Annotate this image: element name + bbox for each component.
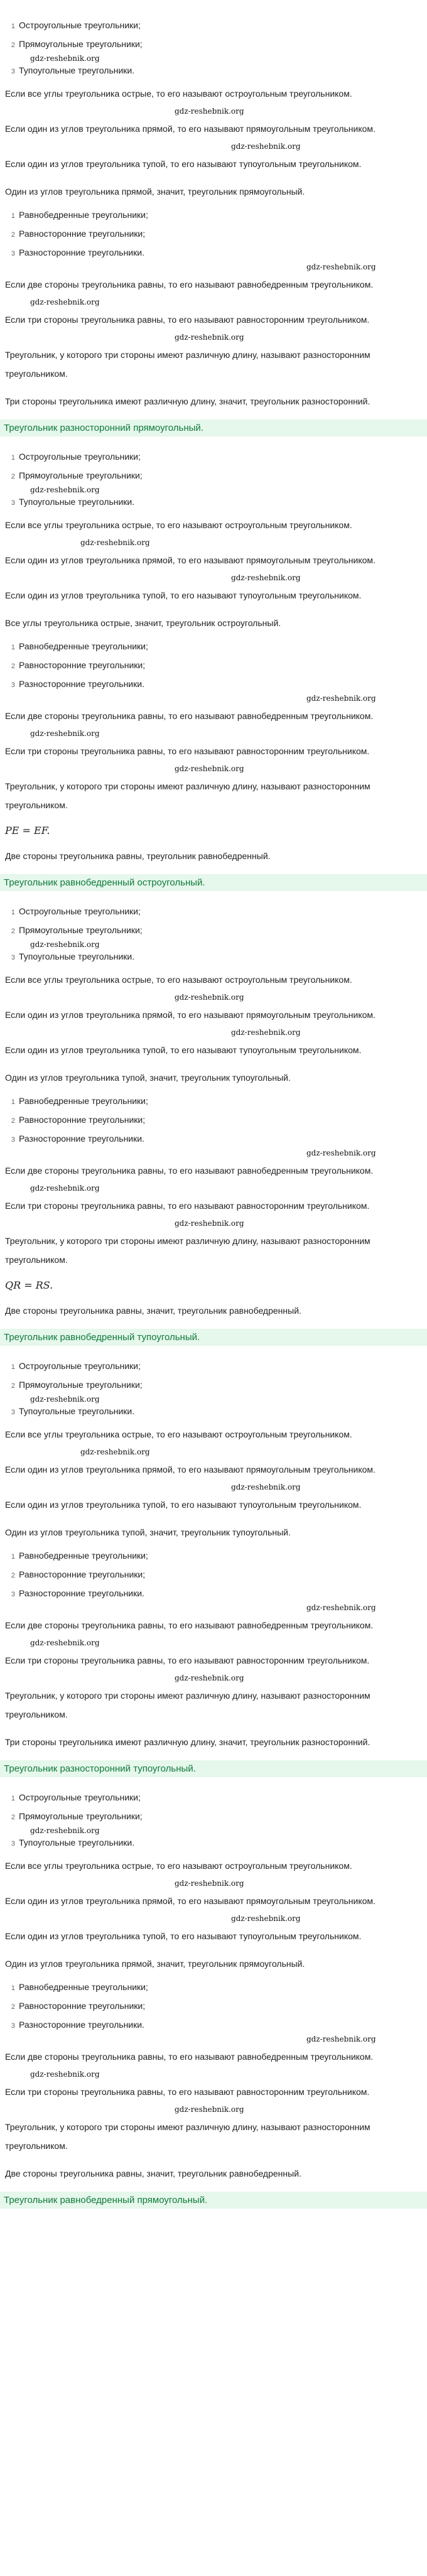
- list-number: 2: [11, 1814, 15, 1821]
- definition-acute: Если все углы треугольника острые, то его называют остроугольным треугольником.: [5, 975, 352, 985]
- list-number: 3: [11, 1840, 15, 1848]
- list-item-text: Тупоугольные треугольники.: [19, 1837, 135, 1848]
- watermark: gdz-reshebnik.org: [30, 1395, 100, 1404]
- definition-acute: Если все углы треугольника острые, то его называют остроугольным треугольником.: [5, 89, 352, 99]
- list-item-text: Остроугольные треугольники;: [19, 1361, 141, 1371]
- list-item-text: Равнобедренные треугольники;: [19, 1096, 148, 1106]
- definition-equilateral: Если три стороны треугольника равны, то его называют равносторонним треугольником.: [5, 2087, 370, 2097]
- list-number: 2: [11, 663, 15, 670]
- list-item: [5, 641, 422, 651]
- list-item: [5, 1406, 422, 1416]
- list-item: [5, 1811, 422, 1821]
- list-item-text: Остроугольные треугольники;: [19, 1792, 141, 1802]
- list-item: [5, 1588, 422, 1598]
- watermark: gdz-reshebnik.org: [231, 1028, 301, 1037]
- answer-box: Треугольник равнобедренный тупоугольный.: [0, 1329, 427, 1346]
- angle-conclusion: Один из углов треугольника тупой, значит, треугольник тупоугольный.: [5, 1073, 291, 1083]
- watermark: gdz-reshebnik.org: [30, 2070, 100, 2079]
- list-item-text: Равнобедренные треугольники;: [19, 210, 148, 220]
- list-item-text: Равнобедренные треугольники;: [19, 1550, 148, 1561]
- watermark: gdz-reshebnik.org: [30, 940, 100, 949]
- list-item-text: Прямоугольные треугольники;: [19, 1811, 143, 1821]
- definition-obtuse: Если один из углов треугольника тупой, то его называют тупоугольным треугольником.: [5, 1045, 362, 1055]
- list-number: 3: [11, 2022, 15, 2030]
- list-item-text: Разносторонние треугольники.: [19, 1134, 144, 1144]
- list-item: [5, 1115, 422, 1125]
- definition-obtuse: Если один из углов треугольника тупой, то его называют тупоугольным треугольником.: [5, 159, 362, 169]
- list-item: [5, 1792, 422, 1802]
- answer-box: Треугольник равнобедренный остроугольный.: [0, 874, 427, 891]
- definition-scalene: Треугольник, у которого три стороны имеют различную длину, называют разносторонним треугольником.: [5, 1691, 370, 1719]
- list-item-text: Разносторонние треугольники.: [19, 2020, 144, 2030]
- list-item-text: Тупоугольные треугольники.: [19, 951, 135, 961]
- watermark: gdz-reshebnik.org: [306, 694, 376, 703]
- watermark: gdz-reshebnik.org: [175, 2105, 244, 2114]
- list-number: 2: [11, 231, 15, 239]
- watermark: gdz-reshebnik.org: [306, 1603, 376, 1612]
- watermark: gdz-reshebnik.org: [175, 333, 244, 342]
- list-item: [5, 1134, 422, 1144]
- list-item: [5, 229, 422, 239]
- list-item-text: Равнобедренные треугольники;: [19, 641, 148, 651]
- watermark: gdz-reshebnik.org: [30, 1826, 100, 1835]
- angle-conclusion: Один из углов треугольника прямой, значит, треугольник прямоугольный.: [5, 1959, 305, 1969]
- watermark: gdz-reshebnik.org: [30, 54, 100, 63]
- solution-section: [5, 452, 422, 900]
- list-item: [5, 210, 422, 220]
- list-number: 1: [11, 1984, 15, 1992]
- list-item-text: Равносторонние треугольники;: [19, 229, 146, 239]
- list-item-text: Разносторонние треугольники.: [19, 247, 144, 257]
- list-number: 1: [11, 1795, 15, 1802]
- watermark: gdz-reshebnik.org: [175, 1219, 244, 1228]
- watermark: gdz-reshebnik.org: [30, 298, 100, 306]
- list-item-text: Тупоугольные треугольники.: [19, 65, 135, 75]
- solution-sections: [5, 20, 422, 2217]
- list-number: 1: [11, 1363, 15, 1371]
- list-item-text: Прямоугольные треугольники;: [19, 470, 143, 480]
- list-number: 3: [11, 1409, 15, 1416]
- definition-acute: Если все углы треугольника острые, то его называют остроугольным треугольником.: [5, 1861, 352, 1871]
- site-title[interactable]: [5, 0, 422, 14]
- list-number: 2: [11, 473, 15, 480]
- list-item: [5, 2001, 422, 2011]
- definition-isosceles: Если две стороны треугольника равны, то его называют равнобедренным треугольником.: [5, 1620, 374, 1630]
- solution-section: [5, 1792, 422, 2217]
- angle-conclusion: Один из углов треугольника прямой, значит, треугольник прямоугольный.: [5, 187, 305, 197]
- list-number: 1: [11, 23, 15, 30]
- list-item-text: Разносторонние треугольники.: [19, 1588, 144, 1598]
- definition-acute: Если все углы треугольника острые, то его называют остроугольным треугольником.: [5, 520, 352, 530]
- solution-section: [5, 1361, 422, 1786]
- watermark: gdz-reshebnik.org: [30, 729, 100, 738]
- list-number: 1: [11, 1553, 15, 1561]
- definition-right: Если один из углов треугольника прямой, то его называют прямоугольным треугольником.: [5, 555, 376, 565]
- watermark: gdz-reshebnik.org: [175, 993, 244, 1002]
- list-item: [5, 247, 422, 257]
- list-number: 3: [11, 68, 15, 75]
- list-item-text: Равносторонние треугольники;: [19, 660, 146, 670]
- watermark: gdz-reshebnik.org: [30, 485, 100, 494]
- list-item: [5, 2020, 422, 2030]
- definition-equilateral: Если три стороны треугольника равны, то его называют равносторонним треугольником.: [5, 1201, 370, 1211]
- side-conclusion: Три стороны треугольника имеют различную длину, значит, треугольник разносторонний.: [5, 396, 370, 406]
- list-number: 1: [11, 212, 15, 220]
- list-number: 3: [11, 499, 15, 507]
- list-number: 3: [11, 1136, 15, 1144]
- watermark: gdz-reshebnik.org: [30, 1638, 100, 1647]
- list-item-text: Тупоугольные треугольники.: [19, 1406, 135, 1416]
- definition-obtuse: Если один из углов треугольника тупой, то его называют тупоугольным треугольником.: [5, 590, 362, 600]
- solution-section: [5, 20, 422, 445]
- watermark: gdz-reshebnik.org: [231, 573, 301, 582]
- list-item-text: Прямоугольные треугольники;: [19, 1380, 143, 1390]
- list-item-text: Остроугольные треугольники;: [19, 906, 141, 916]
- watermark: gdz-reshebnik.org: [231, 142, 301, 151]
- list-item: [5, 39, 422, 49]
- watermark: gdz-reshebnik.org: [175, 1879, 244, 1888]
- list-item: [5, 1380, 422, 1390]
- list-item: [5, 1361, 422, 1371]
- list-item: [5, 1837, 422, 1848]
- side-conclusion: Две стороны треугольника равны, треугольник равнобедренный.: [5, 851, 271, 861]
- definition-right: Если один из углов треугольника прямой, то его называют прямоугольным треугольником.: [5, 124, 376, 134]
- watermark: gdz-reshebnik.org: [306, 262, 376, 271]
- definition-equilateral: Если три стороны треугольника равны, то его называют равносторонним треугольником.: [5, 746, 370, 756]
- list-number: 1: [11, 454, 15, 462]
- list-number: 3: [11, 954, 15, 961]
- list-item-text: Равносторонние треугольники;: [19, 1569, 146, 1579]
- list-number: 2: [11, 2003, 15, 2011]
- answer-box: Треугольник равнобедренный прямоугольный.: [0, 2192, 427, 2209]
- list-number: 1: [11, 1098, 15, 1106]
- definition-equilateral: Если три стороны треугольника равны, то его называют равносторонним треугольником.: [5, 1655, 370, 1665]
- equality-formula: QR = RS.: [5, 1279, 53, 1291]
- solution-section: [5, 906, 422, 1355]
- definition-obtuse: Если один из углов треугольника тупой, то его называют тупоугольным треугольником.: [5, 1931, 362, 1941]
- definition-scalene: Треугольник, у которого три стороны имеют различную длину, называют разносторонним треугольником.: [5, 350, 370, 379]
- list-number: 1: [11, 909, 15, 916]
- answer-box: Треугольник разносторонний тупоугольный.: [0, 1760, 427, 1777]
- list-item-text: Остроугольные треугольники;: [19, 20, 141, 30]
- equality-formula: PE = EF.: [5, 825, 50, 836]
- side-conclusion: Три стороны треугольника имеют различную длину, значит, треугольник разносторонний.: [5, 1737, 370, 1747]
- watermark: gdz-reshebnik.org: [175, 1674, 244, 1682]
- list-item: [5, 660, 422, 670]
- list-item-text: Равносторонние треугольники;: [19, 2001, 146, 2011]
- list-number: 2: [11, 1117, 15, 1125]
- watermark: gdz-reshebnik.org: [80, 538, 150, 547]
- list-item: [5, 679, 422, 689]
- angle-conclusion: Один из углов треугольника тупой, значит, треугольник тупоугольный.: [5, 1527, 291, 1537]
- list-item: [5, 1096, 422, 1106]
- list-number: 3: [11, 681, 15, 689]
- definition-isosceles: Если две стороны треугольника равны, то его называют равнобедренным треугольником.: [5, 2052, 374, 2062]
- list-number: 3: [11, 1591, 15, 1598]
- list-number: 3: [11, 250, 15, 257]
- list-item: [5, 497, 422, 507]
- definition-right: Если один из углов треугольника прямой, то его называют прямоугольным треугольником.: [5, 1896, 376, 1906]
- definition-acute: Если все углы треугольника острые, то его называют остроугольным треугольником.: [5, 1429, 352, 1439]
- definition-equilateral: Если три стороны треугольника равны, то его называют равносторонним треугольником.: [5, 315, 370, 325]
- angle-conclusion: Все углы треугольника острые, значит, треугольник остроугольный.: [5, 618, 281, 628]
- definition-scalene: Треугольник, у которого три стороны имеют различную длину, называют разносторонним треугольником.: [5, 781, 370, 810]
- watermark: gdz-reshebnik.org: [30, 1184, 100, 1193]
- list-item: [5, 1550, 422, 1561]
- side-conclusion: Две стороны треугольника равны, значит, треугольник равнобедренный.: [5, 2168, 301, 2178]
- definition-isosceles: Если две стороны треугольника равны, то его называют равнобедренным треугольником.: [5, 1166, 374, 1176]
- list-item: [5, 470, 422, 480]
- side-conclusion: Две стороны треугольника равны, значит, треугольник равнобедренный.: [5, 1306, 301, 1316]
- list-item-text: Остроугольные треугольники;: [19, 452, 141, 462]
- list-item: [5, 452, 422, 462]
- list-number: 2: [11, 1572, 15, 1579]
- definition-scalene: Треугольник, у которого три стороны имеют различную длину, называют разносторонним треугольником.: [5, 2122, 370, 2151]
- list-item: [5, 65, 422, 75]
- list-item: [5, 925, 422, 935]
- watermark: gdz-reshebnik.org: [231, 1914, 301, 1923]
- answer-box: Треугольник разносторонний прямоугольный.: [0, 419, 427, 436]
- watermark: gdz-reshebnik.org: [175, 764, 244, 773]
- watermark: gdz-reshebnik.org: [231, 1483, 301, 1491]
- list-item: [5, 1569, 422, 1579]
- list-item-text: Равнобедренные треугольники;: [19, 1982, 148, 1992]
- list-item: [5, 20, 422, 30]
- list-number: 1: [11, 644, 15, 651]
- definition-isosceles: Если две стороны треугольника равны, то его называют равнобедренным треугольником.: [5, 711, 374, 721]
- definition-scalene: Треугольник, у которого три стороны имеют различную длину, называют разносторонним треугольником.: [5, 1236, 370, 1265]
- watermark: gdz-reshebnik.org: [306, 2035, 376, 2043]
- list-item: [5, 1982, 422, 1992]
- list-item-text: Прямоугольные треугольники;: [19, 39, 143, 49]
- list-item-text: Разносторонние треугольники.: [19, 679, 144, 689]
- definition-right: Если один из углов треугольника прямой, то его называют прямоугольным треугольником.: [5, 1464, 376, 1475]
- definition-isosceles: Если две стороны треугольника равны, то его называют равнобедренным треугольником.: [5, 279, 374, 290]
- list-number: 2: [11, 928, 15, 935]
- definition-right: Если один из углов треугольника прямой, то его называют прямоугольным треугольником.: [5, 1010, 376, 1020]
- list-item-text: Тупоугольные треугольники.: [19, 497, 135, 507]
- watermark: gdz-reshebnik.org: [306, 1149, 376, 1157]
- list-item: [5, 951, 422, 961]
- list-number: 2: [11, 41, 15, 49]
- list-item: [5, 906, 422, 916]
- watermark: gdz-reshebnik.org: [175, 107, 244, 116]
- list-item-text: Равносторонние треугольники;: [19, 1115, 146, 1125]
- list-item-text: Прямоугольные треугольники;: [19, 925, 143, 935]
- watermark: gdz-reshebnik.org: [80, 1448, 150, 1456]
- list-number: 2: [11, 1382, 15, 1390]
- definition-obtuse: Если один из углов треугольника тупой, то его называют тупоугольным треугольником.: [5, 1500, 362, 1510]
